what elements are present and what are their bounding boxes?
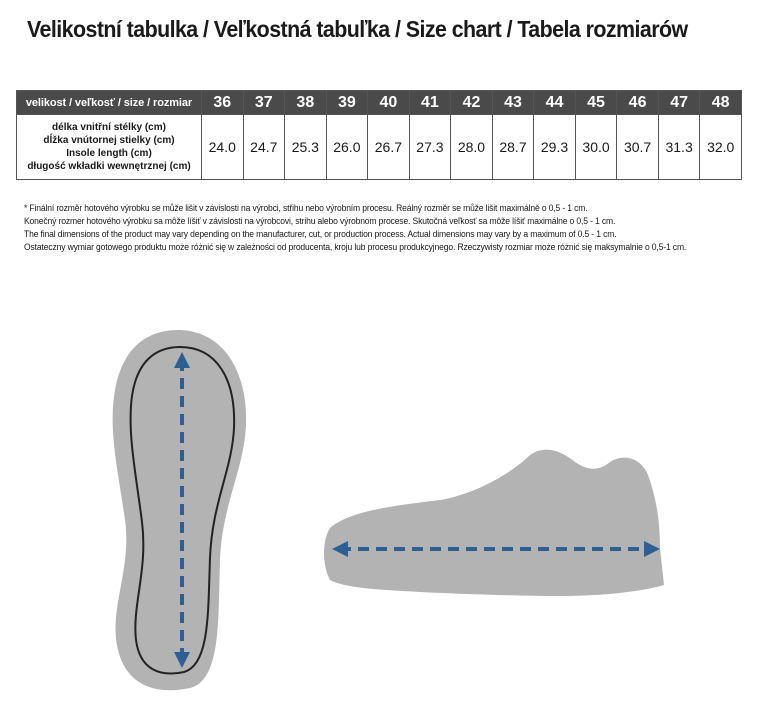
size-cell: 39 bbox=[326, 91, 368, 115]
length-cell: 31.3 bbox=[658, 115, 700, 180]
size-cell: 47 bbox=[658, 91, 700, 115]
size-cell: 40 bbox=[368, 91, 410, 115]
length-cell: 28.0 bbox=[451, 115, 493, 180]
note-czech: * Finální rozměr hotového výrobku se může lišit v závislosti na výrobci, střihu nebo výrobním procesu. Reálný rozměr se může lišit maximálně o 0,5 - 1 cm. bbox=[24, 203, 588, 213]
size-header-row bbox=[17, 91, 742, 115]
size-cell: 45 bbox=[575, 91, 617, 115]
label-slovak: dĺžka vnútornej stielky (cm) bbox=[43, 135, 175, 146]
length-cell: 26.7 bbox=[368, 115, 410, 180]
disclaimer-notes bbox=[24, 202, 769, 254]
size-cell: 37 bbox=[243, 91, 285, 115]
length-cell: 26.0 bbox=[326, 115, 368, 180]
length-cell: 25.3 bbox=[285, 115, 327, 180]
label-polish: długość wkładki wewnętrznej (cm) bbox=[27, 161, 191, 172]
length-cell: 30.0 bbox=[575, 115, 617, 180]
size-cell: 41 bbox=[409, 91, 451, 115]
note-english: The final dimensions of the product may vary depending on the manufacturer, cut, or production process. Actual dimensions may vary by a maximum of 0.5 - 1 cm. bbox=[24, 229, 617, 239]
size-cell: 43 bbox=[492, 91, 534, 115]
label-english: Insole length (cm) bbox=[66, 148, 152, 159]
size-cell: 44 bbox=[534, 91, 576, 115]
size-cell: 42 bbox=[451, 91, 493, 115]
size-header-label: velikost / veľkosť / size / rozmiar bbox=[17, 91, 202, 115]
length-cell: 24.7 bbox=[243, 115, 285, 180]
size-cell: 38 bbox=[285, 91, 327, 115]
note-polish: Ostateczny wymiar gotowego produktu może różnić się w zależności od producenta, kroju lub procesu produkcyjnego. Rzeczywisty rozmiar może różnić się maksymalnie o 0,5-1 cm. bbox=[24, 242, 687, 252]
shoe-side-icon bbox=[324, 450, 664, 596]
note-slovak: Konečný rozmer hotového výrobku sa môže líšiť v závislosti na výrobcovi, strihu alebo výrobnom procese. Skutočná veľkosť sa môže líšiť maximálne o 0,5 - 1 cm. bbox=[24, 216, 616, 226]
size-cell: 46 bbox=[617, 91, 659, 115]
size-cell: 36 bbox=[202, 91, 244, 115]
size-cell: 48 bbox=[700, 91, 742, 115]
length-row-label bbox=[17, 115, 202, 180]
measurement-illustration bbox=[0, 260, 775, 710]
length-cell: 28.7 bbox=[492, 115, 534, 180]
length-cell: 30.7 bbox=[617, 115, 659, 180]
size-table bbox=[16, 90, 742, 180]
insole-icon bbox=[113, 330, 246, 690]
label-czech: délka vnitřní stélky (cm) bbox=[52, 122, 166, 133]
length-cell: 24.0 bbox=[202, 115, 244, 180]
length-cell: 29.3 bbox=[534, 115, 576, 180]
length-row bbox=[17, 115, 742, 180]
length-cell: 27.3 bbox=[409, 115, 451, 180]
page-title: Velikostní tabulka / Veľkostná tabuľka / Size chart / Tabela rozmiarów bbox=[27, 16, 688, 42]
length-cell: 32.0 bbox=[700, 115, 742, 180]
